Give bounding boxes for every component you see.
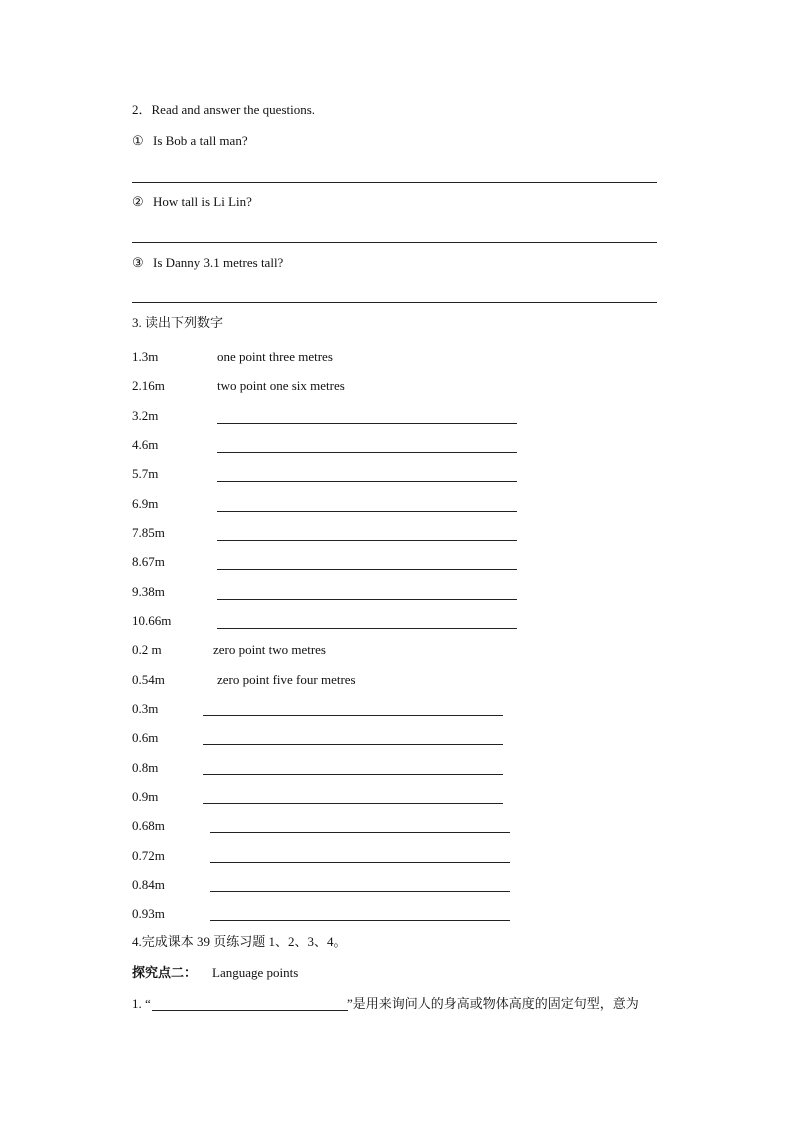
- number-label: 10.66m: [132, 613, 172, 628]
- question-1-text: Is Bob a tall man?: [153, 133, 248, 148]
- blank-line[interactable]: [217, 628, 517, 629]
- question-3-marker: ③: [132, 255, 144, 270]
- blank-line[interactable]: [210, 832, 510, 833]
- number-answer: zero point five four metres: [217, 672, 356, 687]
- number-label: 8.67m: [132, 554, 165, 569]
- number-label: 0.3m: [132, 701, 159, 716]
- item1-suffix: ”是用来询问人的身高或物体高度的固定句型，意为: [347, 996, 639, 1011]
- blank-line[interactable]: [203, 744, 503, 745]
- number-label: 7.85m: [132, 525, 165, 540]
- blank-line[interactable]: [217, 423, 517, 424]
- number-label: 0.8m: [132, 760, 159, 775]
- number-label: 1.3m: [132, 349, 159, 364]
- number-answer: two point one six metres: [217, 378, 345, 393]
- item1-blank-line[interactable]: [152, 1010, 348, 1011]
- blank-line[interactable]: [217, 481, 517, 482]
- number-label: 2.16m: [132, 378, 165, 393]
- answer-line-2[interactable]: [132, 242, 657, 243]
- number-label: 0.72m: [132, 848, 165, 863]
- number-label: 0.6m: [132, 730, 159, 745]
- number-label: 0.68m: [132, 818, 165, 833]
- number-label: 0.54m: [132, 672, 165, 687]
- number-answer: zero point two metres: [213, 642, 326, 657]
- number-label: 9.38m: [132, 584, 165, 599]
- blank-line[interactable]: [203, 715, 503, 716]
- blank-line[interactable]: [217, 452, 517, 453]
- number-label: 0.2 m: [132, 642, 162, 657]
- blank-line[interactable]: [210, 862, 510, 863]
- number-label: 4.6m: [132, 437, 159, 452]
- section3-heading: 3. 读出下列数字: [132, 315, 224, 330]
- question-1-marker: ①: [132, 133, 144, 148]
- answer-line-3[interactable]: [132, 302, 657, 303]
- section4-instruction: 4.完成课本 39 页练习题 1、2、3、4。: [132, 934, 347, 949]
- question-3-text: Is Danny 3.1 metres tall?: [153, 255, 284, 270]
- blank-line[interactable]: [217, 511, 517, 512]
- question-2-marker: ②: [132, 194, 144, 209]
- number-label: 5.7m: [132, 466, 159, 481]
- item1-prefix: 1. “: [132, 996, 151, 1011]
- explore-title-cn: 探究点二：: [132, 965, 198, 980]
- explore-title-en: Language points: [212, 965, 299, 980]
- number-label: 3.2m: [132, 408, 159, 423]
- blank-line[interactable]: [203, 803, 503, 804]
- question-2-text: How tall is Li Lin?: [153, 194, 252, 209]
- blank-line[interactable]: [217, 569, 517, 570]
- section2-heading: 2．Read and answer the questions.: [132, 102, 316, 117]
- number-label: 0.84m: [132, 877, 165, 892]
- number-label: 0.93m: [132, 906, 165, 921]
- number-label: 0.9m: [132, 789, 159, 804]
- blank-line[interactable]: [210, 891, 510, 892]
- blank-line[interactable]: [217, 540, 517, 541]
- blank-line[interactable]: [203, 774, 503, 775]
- number-label: 6.9m: [132, 496, 159, 511]
- blank-line[interactable]: [210, 920, 510, 921]
- blank-line[interactable]: [217, 599, 517, 600]
- number-answer: one point three metres: [217, 349, 333, 364]
- answer-line-1[interactable]: [132, 182, 657, 183]
